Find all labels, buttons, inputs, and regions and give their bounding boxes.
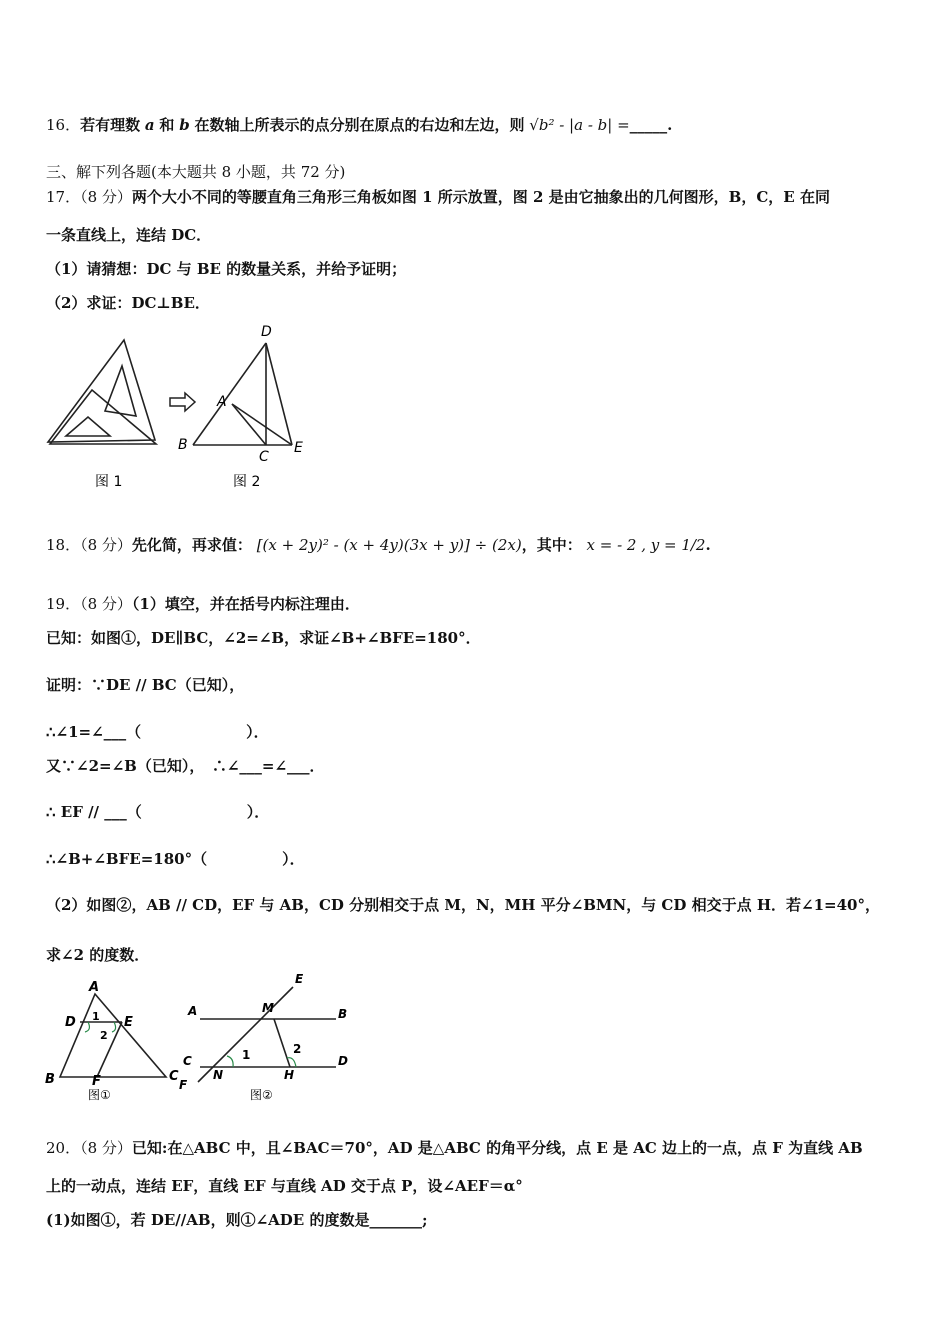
q17-fig2-lines: [193, 343, 292, 445]
q20-line-3: (1)如图①，若 DE//AB，则①∠ADE 的度数是_______;: [46, 1211, 428, 1229]
label-b: B: [178, 437, 188, 453]
q16-text-a: 若有理数: [80, 116, 141, 134]
fig1-label-e: E: [124, 1015, 133, 1030]
q16-var-a: a: [144, 116, 155, 134]
fig1-label-d: D: [65, 1015, 76, 1030]
q19-step-1: ∴∠1=∠___（ ）．: [46, 723, 269, 741]
q19-fig1-lines: [60, 994, 166, 1077]
q20-line1: 已知:在△ABC 中，且∠BAC＝70°，AD 是△ABC 的角平分线，点 E 是 AC 边上的一点，点 F 为直线 AB: [131, 1139, 863, 1157]
q18-points: （8 分）: [80, 536, 132, 554]
q20-line-1: [46, 1138, 863, 1158]
fig2-label-b: B: [338, 1007, 348, 1021]
fig2-label-h: H: [284, 1068, 295, 1082]
q17-fig1-triangles: [48, 340, 156, 444]
q17-line-1: [46, 187, 830, 207]
fig2-label-c: C: [183, 1054, 192, 1068]
q17-figure: [40, 318, 330, 493]
q18-expr: [(x + 2y)² - (x + 4y)(3x + y)] ÷ (2x): [256, 536, 522, 554]
q18-text: 先化简，再求值：: [131, 536, 252, 554]
q17-line1: 两个大小不同的等腰直角三角形三角板如图 1 所示放置，图 2 是由它抽象出的几何图形，B，C，E 在同: [131, 188, 830, 206]
arrow-icon: [170, 393, 195, 411]
fig1-label-a: A: [89, 980, 100, 995]
fig1-label-1: 1: [92, 1010, 100, 1023]
fig1-caption: 图 1: [95, 474, 123, 490]
fig2-label-m: M: [262, 1001, 274, 1015]
fig1-label-c: C: [169, 1069, 179, 1084]
label-e: E: [294, 440, 303, 456]
fig1-label-f: F: [92, 1074, 101, 1089]
fig1-triangle-abc: [60, 994, 166, 1077]
label-c: C: [259, 449, 269, 465]
q19-line-1: [46, 594, 360, 614]
q18-where: ，其中：: [521, 536, 582, 554]
q19-step-4: ∴∠B+∠BFE=180°（ ）．: [46, 850, 305, 868]
label-d: D: [261, 324, 272, 340]
q16-tail: _____.: [629, 116, 673, 134]
q18-number: 18．: [46, 536, 81, 554]
q18-values: x = - 2 , y = 1/2: [586, 536, 706, 554]
q19-proof-1: 证明：∵DE // BC（已知），: [46, 676, 245, 694]
q16-text-b: 在数轴上所表示的点分别在原点的右边和左边，则: [194, 116, 525, 134]
q17-points: （8 分）: [80, 188, 132, 206]
q18-line: [46, 535, 711, 555]
section-3-heading: 三、解下列各题(本大题共 8 小题，共 72 分): [46, 163, 346, 181]
fig2-caption: 图②: [250, 1088, 273, 1102]
q16-line: [46, 115, 672, 135]
q19-points: （8 分）: [80, 595, 132, 613]
fig2-label-a: A: [188, 1004, 198, 1018]
q18-end: .: [705, 536, 711, 554]
label-a: A: [217, 394, 227, 410]
q19-part2-line-1: （2）如图②，AB // CD，EF 与 AB，CD 分别相交于点 M，N，MH 平分∠BMN，与 CD 相交于点 H．若∠1=40°，: [46, 896, 880, 914]
fig2-caption: 图 2: [233, 474, 261, 490]
q19-given: 已知：如图①，DE∥BC，∠2=∠B，求证∠B+∠BFE=180°．: [46, 629, 481, 647]
q19-figure: [40, 972, 360, 1107]
q17-number: 17．: [46, 188, 81, 206]
fig2-label-n: N: [213, 1068, 224, 1082]
q16-var-b: b: [179, 116, 190, 134]
fig1-label-b: B: [45, 1072, 55, 1087]
q16-text-and: 和: [159, 116, 175, 134]
q17-line-2: 一条直线上，连结 DC．: [46, 226, 212, 244]
q17-sub-2: （2）求证：DC⊥BE．: [46, 294, 210, 312]
fig1-caption: 图①: [88, 1088, 111, 1102]
q19-part2-line-2: 求∠2 的度数．: [46, 946, 150, 964]
fig2-label-1: 1: [242, 1048, 251, 1062]
fig1-small-inner: [66, 417, 110, 436]
fig1-large-inner: [105, 366, 136, 416]
q19-step-2: 又∵∠2=∠B（已知）， ∴∠___=∠___．: [46, 757, 325, 775]
fig1-label-2: 2: [100, 1029, 108, 1042]
q19-number: 19．: [46, 595, 81, 613]
q20-points: （8 分）: [80, 1139, 132, 1157]
q17-sub-1: （1）请猜想：DC 与 BE 的数量关系，并给予证明；: [46, 260, 407, 278]
q16-number: 16．: [46, 116, 81, 134]
q19-part1: （1）填空，并在括号内标注理由．: [131, 595, 360, 613]
fig2-label-f: F: [179, 1078, 188, 1092]
q16-formula: √b² - |a - b| =: [529, 116, 630, 134]
q19-step-3: ∴ EF // ___（ ）．: [46, 803, 270, 821]
fig2-label-2: 2: [293, 1042, 302, 1056]
q20-line-2: 上的一动点，连结 EF，直线 EF 与直线 AD 交于点 P，设∠AEF＝α°: [46, 1177, 523, 1195]
q20-number: 20．: [46, 1139, 81, 1157]
fig2-label-d: D: [338, 1054, 348, 1068]
fig2-label-e: E: [295, 972, 304, 986]
